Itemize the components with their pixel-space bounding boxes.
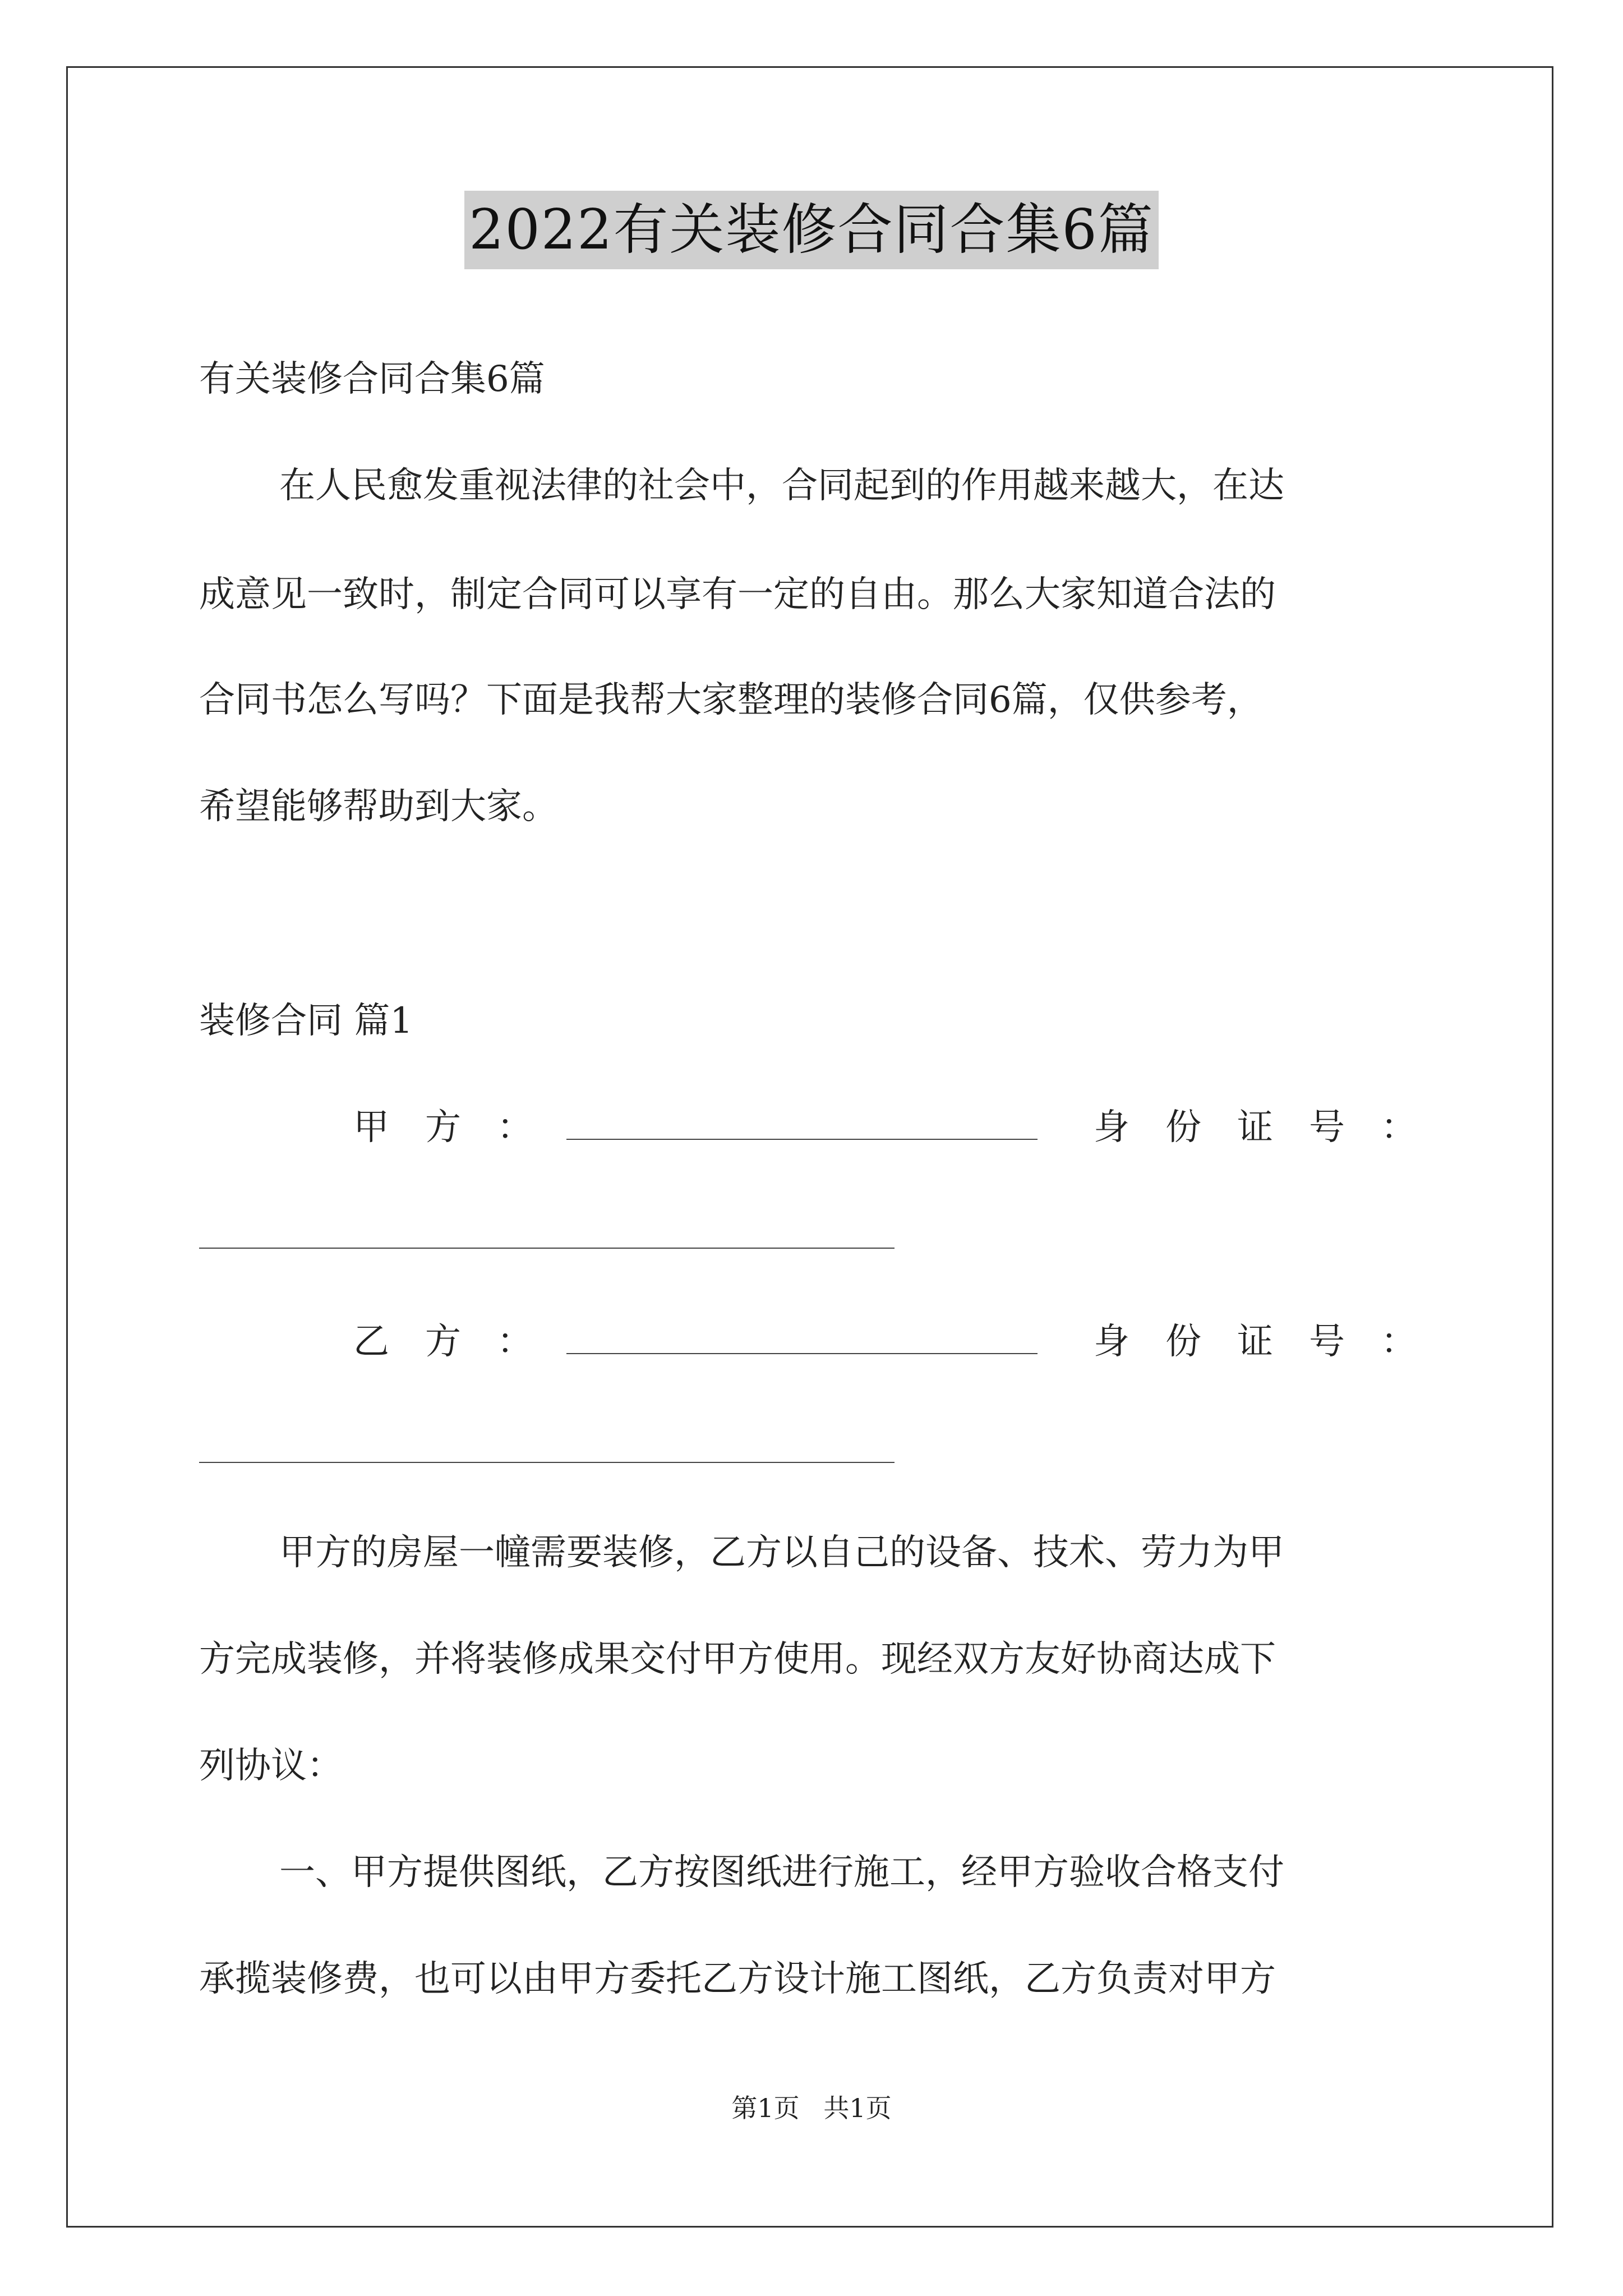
party-b-id-label: 身份证号： [1094, 1321, 1453, 1363]
party-b-name-blank[interactable] [566, 1353, 1038, 1354]
document-title: 2022有关装修合同合集6篇 [464, 191, 1159, 269]
body-line-3: 列协议： [199, 1745, 343, 1787]
party-a-name-blank[interactable] [566, 1139, 1038, 1140]
party-b-id-blank[interactable] [199, 1462, 895, 1463]
intro-line-4: 希望能够帮助到大家。 [199, 786, 558, 827]
section-heading: 装修合同 篇1 [199, 1000, 413, 1042]
party-a-label: 甲方： [353, 1107, 569, 1148]
body-line-2: 方完成装修，并将装修成果交付甲方使用。现经双方友好协商达成下 [199, 1639, 1276, 1680]
intro-line-3: 合同书怎么写吗？下面是我帮大家整理的装修合同6篇，仅供参考， [199, 679, 1263, 721]
party-b-label: 乙方： [353, 1321, 569, 1363]
page-number-total: 共1页 [823, 2093, 892, 2123]
page-footer [0, 2091, 1623, 2125]
party-a-id-label: 身份证号： [1094, 1107, 1453, 1148]
body-line-5: 承揽装修费，也可以由甲方委托乙方设计施工图纸，乙方负责对甲方 [199, 1958, 1276, 2000]
party-a-id-blank[interactable] [199, 1248, 895, 1249]
body-line-1: 甲方的房屋一幢需要装修，乙方以自己的设备、技术、劳力为甲 [279, 1532, 1284, 1573]
document-subtitle: 有关装修合同合集6篇 [199, 358, 545, 400]
intro-line-2: 成意见一致时，制定合同可以享有一定的自由。那么大家知道合法的 [199, 574, 1276, 615]
page-number-current: 第1页 [731, 2093, 800, 2123]
title-container [0, 191, 1623, 269]
body-line-4: 一、甲方提供图纸，乙方按图纸进行施工，经甲方验收合格支付 [279, 1852, 1284, 1893]
intro-line-1: 在人民愈发重视法律的社会中，合同起到的作用越来越大，在达 [279, 465, 1284, 507]
